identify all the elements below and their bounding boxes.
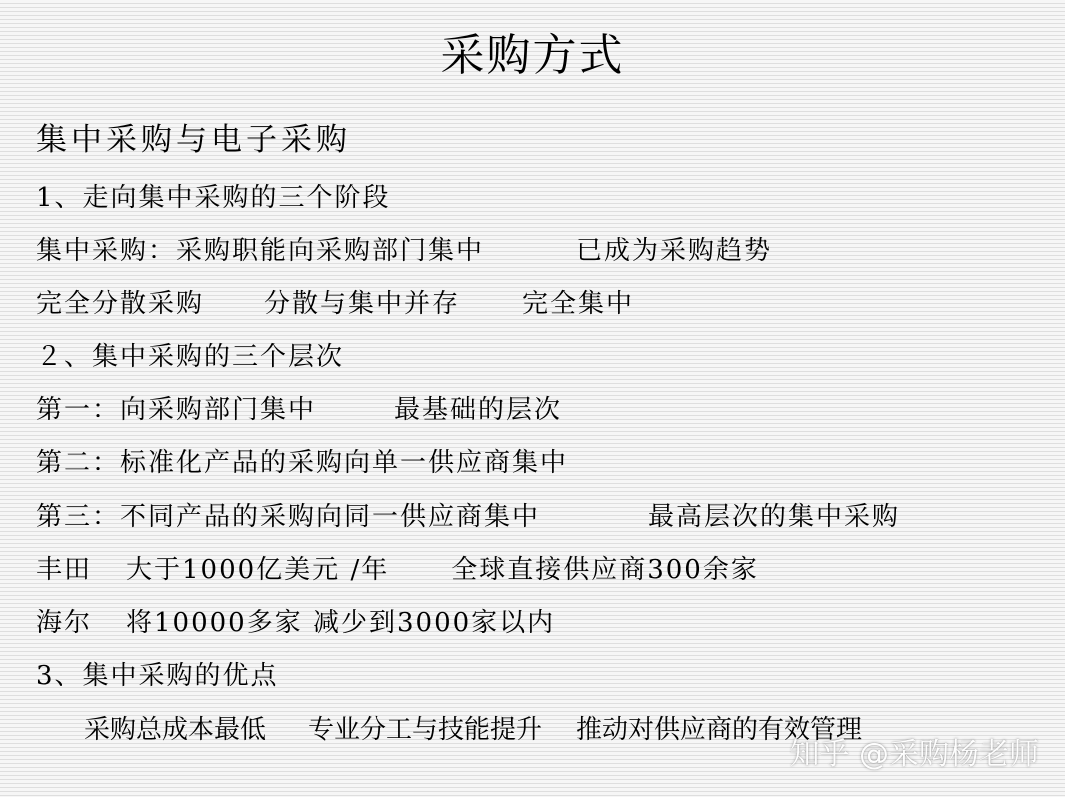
stage-item: 分散与集中并存 (264, 289, 461, 319)
toyota-amount: 大于1000亿美元 /年 (126, 555, 390, 585)
stages-line (36, 284, 634, 324)
benefits-line (84, 710, 862, 750)
level3-text: 第三：不同产品的采购向同一供应商集中 (36, 502, 541, 532)
haier-name: 海尔 (36, 608, 93, 638)
slide-title: 采购方式 (440, 30, 625, 81)
level1-note: 最基础的层次 (394, 395, 563, 425)
toyota-name: 丰田 (36, 555, 93, 585)
section1-title: 1、走向集中采购的三个阶段 (36, 183, 391, 213)
stage-item: 完全集中 (522, 289, 635, 319)
watermark-text: 知乎 @采购杨老师 (789, 737, 1039, 772)
section3-title: 3、集中采购的优点 (36, 661, 279, 691)
level1-line (36, 390, 562, 430)
level2-line: 第二：标准化产品的采购向单一供应商集中 (36, 448, 569, 478)
toyota-suppliers: 全球直接供应商300余家 (451, 555, 759, 585)
trend-line (36, 231, 772, 271)
haier-line (36, 603, 555, 643)
benefit-item: 采购总成本最低 (84, 715, 267, 745)
stage-item: 完全分散采购 (36, 289, 205, 319)
section2-title: ２、集中采购的三个层次 (36, 342, 345, 372)
trend-left-text: 集中采购：采购职能向采购部门集中 (36, 236, 485, 266)
level3-line (36, 497, 900, 537)
trend-right-text: 已成为采购趋势 (576, 236, 773, 266)
section-heading: 集中采购与电子采购 (36, 122, 351, 158)
benefit-item: 推动对供应商的有效管理 (576, 715, 863, 745)
level1-text: 第一：向采购部门集中 (36, 395, 317, 425)
level3-note: 最高层次的集中采购 (648, 502, 901, 532)
toyota-line (36, 550, 759, 590)
haier-change: 将10000多家 减少到3000家以内 (126, 608, 556, 638)
benefit-item: 专业分工与技能提升 (308, 715, 543, 745)
